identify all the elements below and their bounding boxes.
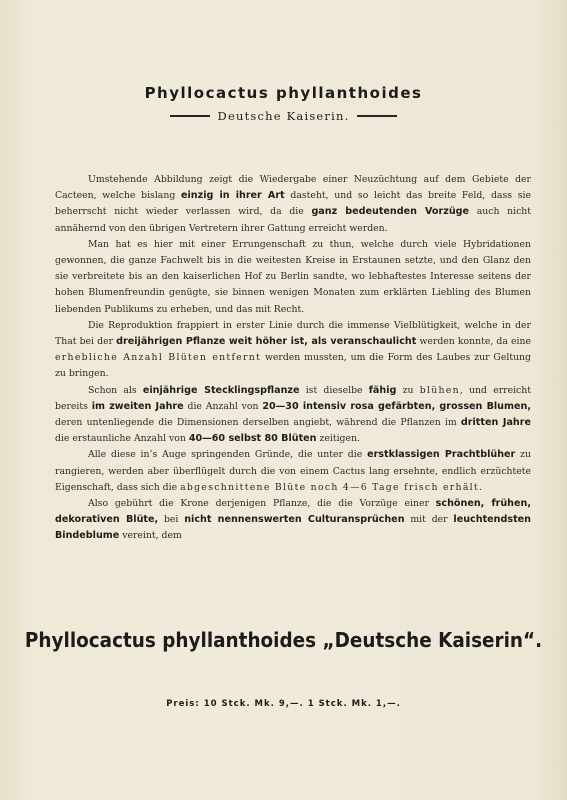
spaced-text: abgeschnittene Blüte noch 4—6 Tage frisch erhält. <box>180 481 484 493</box>
text-run: Schon als <box>88 384 143 396</box>
text-run: werden mussten, um die Form des Laubes zur Geltung zu bringen. <box>55 352 531 380</box>
emphasis: dritten Jahre <box>460 417 531 429</box>
text-run: zu <box>396 384 420 396</box>
text-run: die erstaunliche Anzahl von <box>55 433 189 445</box>
emphasis: schönen, frühen, dekorativen Blüte, <box>55 498 531 526</box>
text-run: die Anzahl von <box>183 400 263 412</box>
emphasis: erstklassigen Prachtblüher <box>367 449 516 461</box>
text-run: deren untenliegende die Dimensionen derselben angiebt, während die Pflanzen im <box>55 417 461 429</box>
text-run: zu rangieren, werden aber überflügelt durch die von einem Cactus lang ersehnte, endlich erzüchtete Eigenschaft, dass sich die <box>55 449 532 493</box>
text-run: Die Reproduktion frappiert in erster Linie durch die immense Vielblütigkeit, welche in der That bei der <box>55 319 531 348</box>
paragraph-6 <box>55 496 531 545</box>
text-run: Also gebührt die Krone derjenigen Pflanze, die die Vorzüge einer <box>88 498 436 510</box>
emphasis: leuchtendsten Bindeblume <box>55 514 531 542</box>
text-run: zeitigen. <box>316 433 360 445</box>
text-run: ist dieselbe <box>299 384 369 396</box>
emphasis: einjährige Stecklingspflanze <box>142 384 300 396</box>
paragraph-4 <box>55 383 531 448</box>
emphasis: nicht nennenswerten Culturansprüchen <box>184 514 405 526</box>
emphasis: dreijährigen Pflanze weit höher ist, als veranschaulicht <box>116 336 417 348</box>
text-run: , und erreicht bereits <box>55 384 531 412</box>
text-run: werden konnte, da eine <box>416 336 531 348</box>
spaced-text: blühen <box>419 384 460 396</box>
text-run: Umstehende Abbildung zeigt die Wiedergabe einer Neuzüchtung auf dem Gebiete der Cacteen, welche bislang <box>55 174 531 202</box>
paragraph-1 <box>55 172 531 237</box>
text-run: mit der <box>404 514 454 526</box>
emphasis: 40—60 selbst 80 Blüten <box>188 433 317 445</box>
page-title: Phyllocactus phyllanthoides <box>144 84 423 102</box>
right-rule <box>357 115 397 117</box>
product-name-heading: Phyllocactus phyllanthoides „Deutsche Kaiserin“. <box>24 628 543 652</box>
paragraph-2 <box>55 237 531 318</box>
text-run: dasteht, und so leicht das breite Feld, dass sie beherrscht nicht wieder verlassen wird, da die <box>55 190 531 218</box>
paragraph-3 <box>55 318 531 383</box>
emphasis: fähig <box>368 384 397 396</box>
paragraph-5 <box>55 447 531 496</box>
text-run: bei <box>158 514 185 526</box>
page-subtitle: Deutsche Kaiserin. <box>217 109 350 123</box>
subtitle-row <box>0 109 567 123</box>
spaced-text: erhebliche Anzahl Blüten entfernt <box>55 352 262 364</box>
text-run: Alle diese in’s Auge springenden Gründe, die unter die <box>88 449 368 461</box>
emphasis: im zweiten Jahre <box>91 400 184 412</box>
text-run: vereint, dem <box>119 530 182 542</box>
emphasis: ganz bedeutenden Vorzüge <box>311 206 470 218</box>
text-run: Man hat es hier mit einer Errungenschaft zu thun, welche durch viele Hybridationen gewonnen, die ganze Fachwelt bis in die weitesten Kreise in Erstaunen setzte, und den Glanz den sie verbreitete bis an den kaiserlichen Hof zu Berlin sandte, wo lebhaftestes Interesse seitens der hohen Blumenfreundin genügte, sie binnen wenigen Monaten zum erklärten Liebling des Blumen liebenden Publikums zu erheben, und das mit Recht. <box>55 238 531 315</box>
price-line: Preis: 10 Stck. Mk. 9,—. 1 Stck. Mk. 1,—. <box>166 699 401 709</box>
left-rule <box>170 115 210 117</box>
emphasis: einzig in ihrer Art <box>181 190 285 202</box>
emphasis: 20—30 intensiv rosa gefärbten, grossen Blumen, <box>262 400 531 412</box>
text-run: auch nicht annähernd von den übrigen Vertretern ihrer Gattung erreicht werden. <box>55 206 531 234</box>
body-text <box>55 172 531 545</box>
